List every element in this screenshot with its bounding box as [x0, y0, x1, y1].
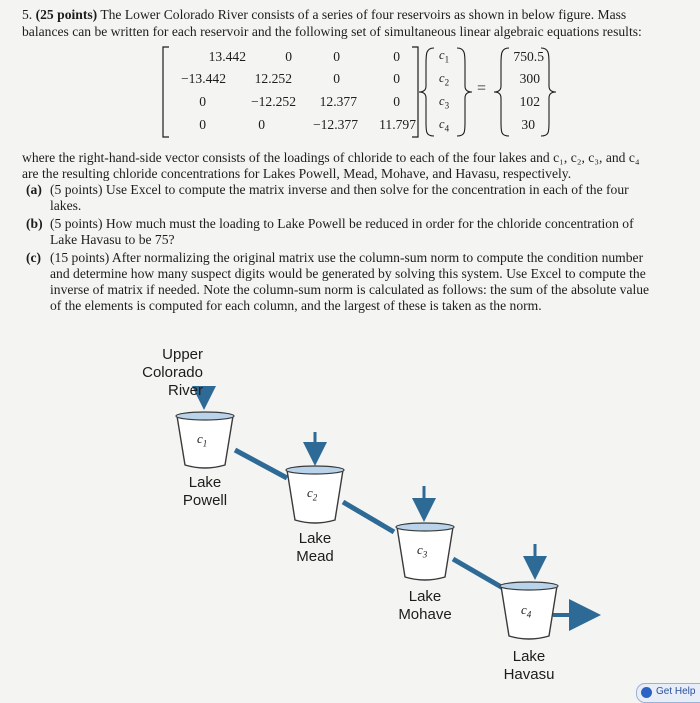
matrix-cell: 12.377 — [319, 94, 357, 109]
part-c-line-1: (15 points) After normalizing the original matrix use the column-sum norm to compute the condition number — [50, 250, 644, 265]
explanation-line-2: are the resulting chloride concentrations for Lakes Powell, Mead, Mohave, and Havasu, respectively. — [22, 165, 572, 181]
part-c-line-3: inverse of matrix if needed. Note the column-sum norm is calculated as follows: the sum of the absolute value — [50, 282, 650, 297]
matrix-cell: 12.252 — [254, 71, 292, 86]
flow-channel — [453, 559, 503, 588]
matrix-cell: −12.377 — [312, 117, 358, 132]
matrix-cell: 0 — [333, 49, 340, 64]
lake-powell-label: Lake Powell — [182, 474, 228, 509]
lake-mead-label: Lake Mead — [296, 530, 334, 565]
part-a-line-2: lakes. — [50, 198, 82, 213]
matrix-cell: 0 — [199, 94, 206, 109]
matrix-row — [160, 49, 460, 71]
get-help-label: Get Help — [656, 686, 696, 697]
coefficient-matrix — [160, 44, 460, 140]
matrix-cell: 0 — [285, 49, 292, 64]
question-heading — [22, 6, 687, 40]
lake-havasu-label: Lake Havasu — [503, 648, 555, 683]
flow-channel — [343, 502, 394, 532]
matrix-equation — [160, 44, 580, 140]
matrix-row — [160, 71, 460, 93]
question-points: (25 points) — [35, 7, 98, 22]
explanation-text — [22, 150, 687, 181]
intro-line-2: balances can be written for each reservoir and the following set of simultaneous linear algebraic equations results: — [22, 24, 642, 39]
unknown-c3: $c_3$ — [439, 94, 450, 111]
matrix-row — [160, 117, 460, 139]
help-icon — [641, 687, 652, 698]
rhs-value: 30 — [521, 117, 535, 132]
part-c-line-2: and determine how many suspect digits would be generated by solving this system. Use Excel to compute the — [50, 266, 646, 281]
matrix-row — [160, 94, 460, 116]
matrix-cell: −12.252 — [250, 94, 296, 109]
part-a-line-1: (5 points) Use Excel to compute the matrix inverse and then solve for the concentration in each of the four — [50, 182, 629, 197]
matrix-cell: 0 — [393, 71, 400, 86]
part-label: (a) — [26, 182, 42, 197]
rhs-value: 102 — [519, 94, 540, 109]
lake-mohave-label: Lake Mohave — [398, 588, 452, 623]
part-c-line-4: of the elements is computed for each column, and the largest of these is taken as the norm. — [50, 298, 542, 313]
part-label: (c) — [26, 250, 42, 265]
part-b-line-1: (5 points) How much must the loading to Lake Powell be reduced in order for the chloride concentration of — [50, 216, 634, 231]
question-number: 5. — [22, 7, 33, 22]
matrix-cell: 0 — [393, 94, 400, 109]
matrix-cell: 0 — [333, 71, 340, 86]
matrix-cell: 13.442 — [208, 49, 246, 64]
matrix-cell: 0 — [199, 117, 206, 132]
conc-label-c3: $c_3$ — [417, 542, 428, 560]
equals-sign: = — [477, 80, 487, 97]
conc-label-c2: $c_2$ — [307, 485, 318, 503]
conc-label-c4: $c_4$ — [521, 602, 532, 620]
matrix-cell: −13.442 — [180, 71, 226, 86]
rhs-value: 750.5 — [513, 49, 544, 64]
conc-label-c1: $c_1$ — [197, 431, 208, 449]
explanation-line-1: where the right-hand-side vector consists of the loadings of chloride to each of the four lakes and c₁, c₂, c₃, and c₄ — [22, 150, 640, 165]
part-b-line-2: Lake Havasu to be 75? — [50, 232, 175, 247]
unknown-c1: $c_1$ — [439, 48, 450, 65]
unknown-c2: $c_2$ — [439, 71, 450, 88]
reservoir-diagram — [115, 334, 700, 695]
matrix-cell: 0 — [258, 117, 265, 132]
intro-line-1: The Lower Colorado River consists of a series of four reservoirs as shown in below figure. Mass — [100, 7, 627, 22]
get-help-button[interactable] — [636, 683, 700, 703]
unknown-c4: $c_4$ — [439, 117, 450, 134]
rhs-value: 300 — [519, 71, 540, 86]
part-label: (b) — [26, 216, 43, 231]
upper-colorado-river-label: Upper Colorado River — [142, 346, 203, 399]
matrix-cell: 11.797 — [379, 117, 416, 132]
flow-channel — [235, 450, 287, 478]
matrix-cell: 0 — [393, 49, 400, 64]
